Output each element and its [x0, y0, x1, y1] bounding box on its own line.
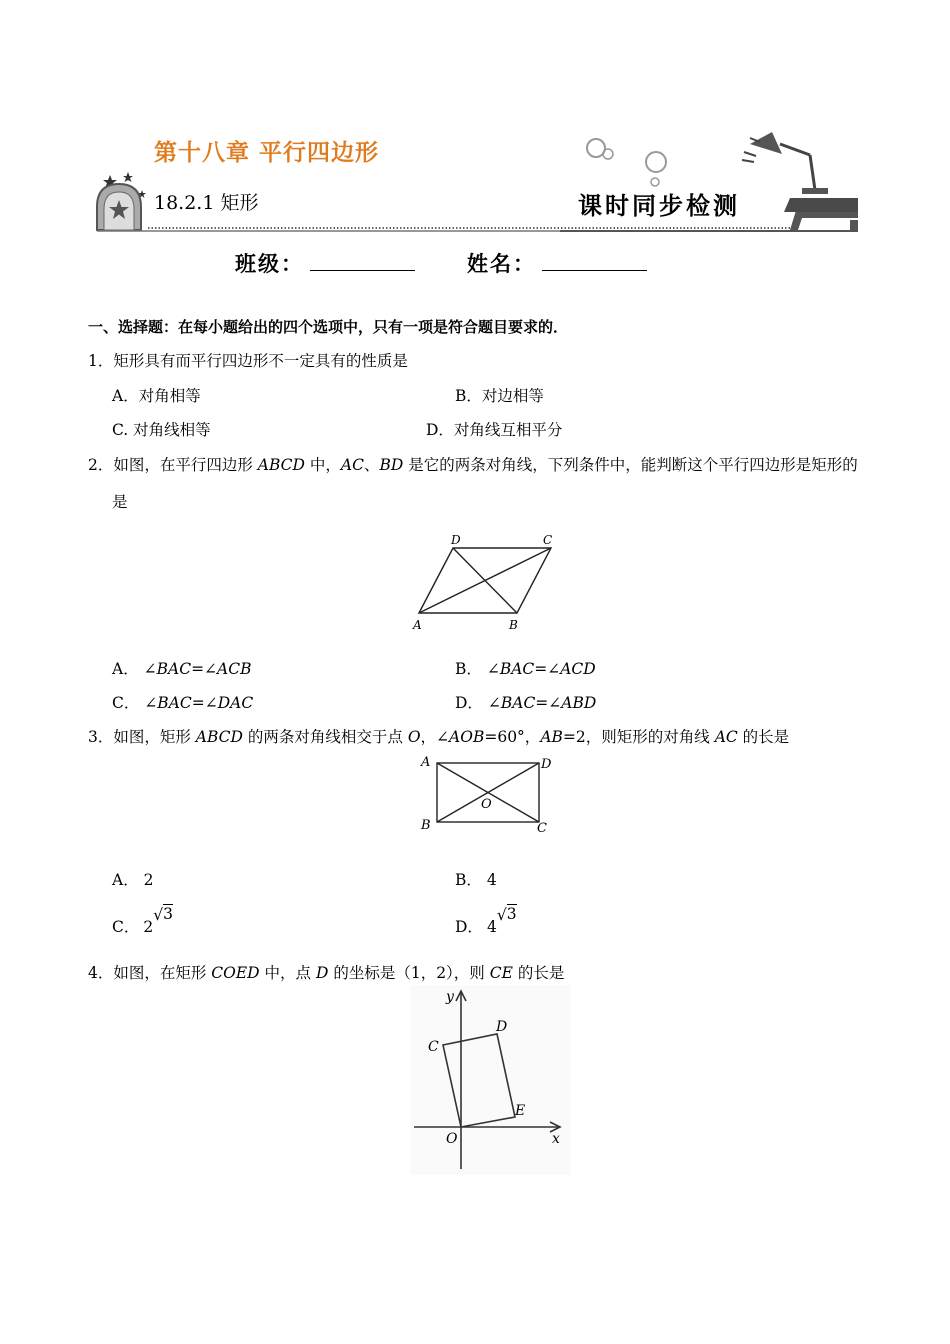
- q2-option-a[interactable]: A． ∠BAC=∠ACB: [112, 660, 252, 678]
- q1-option-b[interactable]: B．对边相等: [455, 387, 544, 405]
- lamp-icon: [742, 132, 828, 194]
- class-label: 班级：: [235, 251, 304, 276]
- label-c: C: [543, 533, 553, 547]
- label-b: B: [421, 818, 431, 833]
- bubble-icon: [603, 149, 613, 159]
- class-field: [235, 248, 415, 278]
- label-c: C: [428, 1039, 439, 1055]
- chapter-title: 第十八章 平行四边形: [154, 140, 380, 166]
- section-heading: 一、选择题：在每小题给出的四个选项中，只有一项是符合题目要求的．: [88, 318, 569, 336]
- label-b: B: [509, 618, 518, 632]
- question-2-stem: 2．如图，在平行四边形 ABCD 中，AC、BD 是它的两条对角线，下列条件中，能判断这个平行四边形是矩形的: [88, 456, 858, 474]
- question-3-stem: 3．如图，矩形 ABCD 的两条对角线相交于点 O，∠AOB=60°，AB=2，则矩形的对角线 AC 的长是: [88, 728, 790, 746]
- sync-test-tagline: 课时同步检测: [578, 191, 740, 220]
- q2-parallelogram-figure: [405, 530, 570, 635]
- name-blank[interactable]: [542, 252, 647, 271]
- section-title: 18.2.1 矩形: [154, 192, 259, 214]
- label-d: D: [496, 1019, 508, 1035]
- question-4-stem: 4．如图，在矩形 COED 中，点 D 的坐标是（1，2），则 CE 的长是: [88, 964, 565, 982]
- q2-option-b[interactable]: B． ∠BAC=∠ACD: [455, 660, 596, 678]
- q2-option-d[interactable]: D． ∠BAC=∠ABD: [455, 694, 597, 712]
- label-o: O: [446, 1131, 458, 1147]
- question-2-stem-cont: 是: [112, 493, 128, 511]
- q1-option-c[interactable]: C. 对角线相等: [112, 421, 211, 439]
- q1-option-d[interactable]: D．对角线互相平分: [426, 421, 563, 439]
- q4-coordinate-figure: [410, 985, 570, 1175]
- question-1-stem: 1．矩形具有而平行四边形不一定具有的性质是: [88, 352, 408, 370]
- q3-option-c[interactable]: C． 2√3: [112, 905, 174, 936]
- label-d: D: [451, 533, 461, 547]
- q3-rectangle-figure: [415, 750, 565, 840]
- label-o: O: [481, 797, 492, 812]
- label-d: D: [541, 757, 552, 772]
- label-x: x: [552, 1131, 560, 1147]
- bubble-icon: [651, 178, 659, 186]
- label-e: E: [515, 1103, 526, 1119]
- q1-option-a[interactable]: A．对角相等: [112, 387, 201, 405]
- q3-option-d[interactable]: D． 4√3: [455, 905, 517, 936]
- bubble-icon: [646, 152, 666, 172]
- label-y: y: [446, 989, 454, 1005]
- name-field: [467, 248, 647, 278]
- label-a: A: [421, 755, 431, 770]
- class-blank[interactable]: [310, 252, 415, 271]
- label-c: C: [537, 821, 547, 836]
- name-label: 姓名：: [467, 251, 536, 276]
- label-a: A: [413, 618, 422, 632]
- star-icon: [123, 172, 133, 182]
- q3-option-b[interactable]: B． 4: [455, 871, 497, 889]
- banner-decoration: [90, 112, 870, 237]
- q2-option-c[interactable]: C． ∠BAC=∠DAC: [112, 694, 254, 712]
- q3-option-a[interactable]: A． 2: [112, 871, 154, 889]
